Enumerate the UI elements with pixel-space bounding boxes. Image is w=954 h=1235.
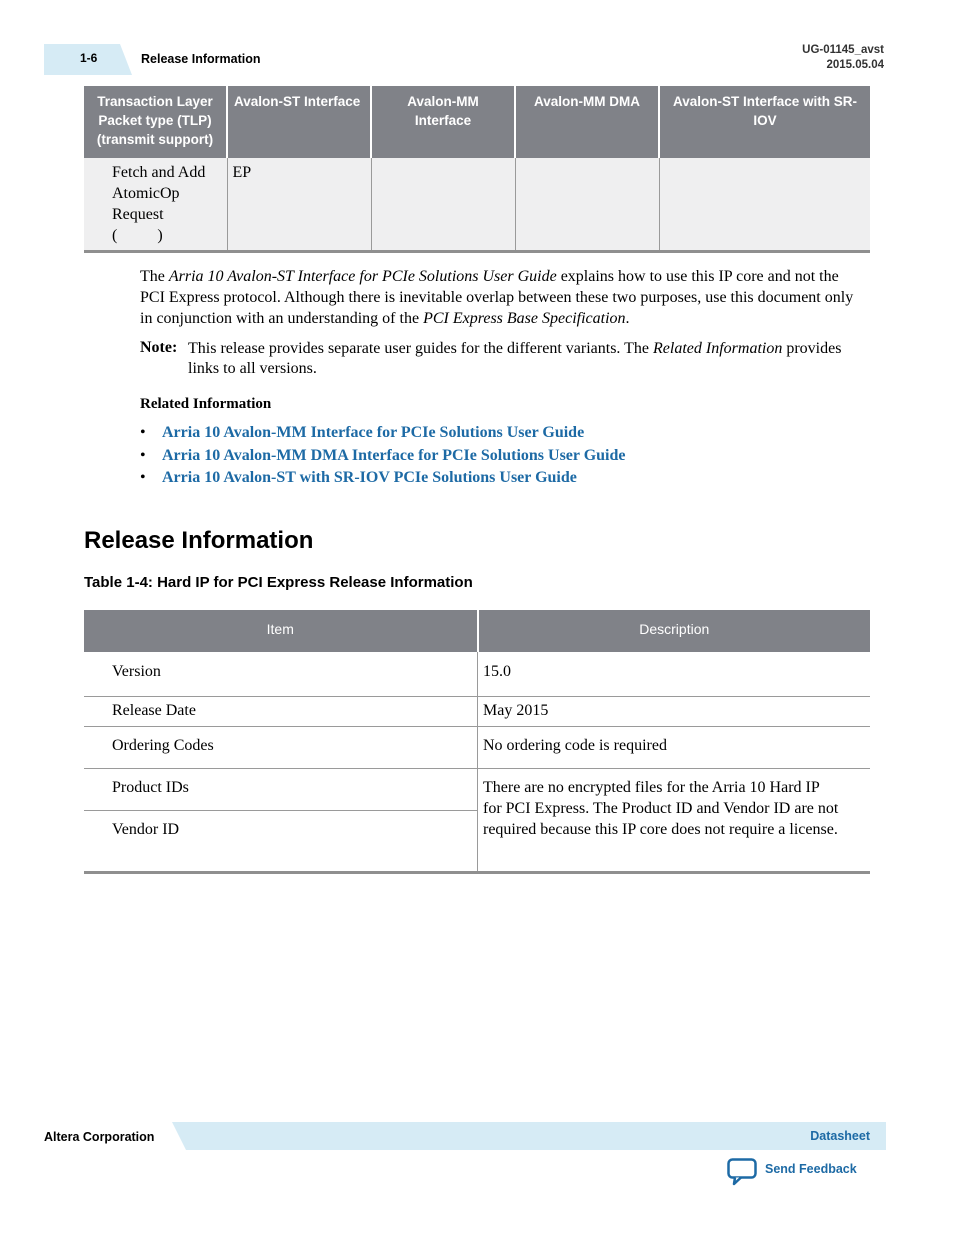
table-cell [515, 158, 659, 252]
table-row [84, 768, 870, 810]
table-header: Description [478, 610, 871, 652]
page-number: 1-6 [80, 51, 98, 65]
table-cell: Fetch and Add AtomicOp Request ( ) [84, 158, 227, 252]
table-cell: Ordering Codes [84, 726, 478, 768]
table-header: Transaction Layer Packet type (TLP) (transmit support) [84, 86, 227, 158]
table-row [84, 652, 870, 696]
related-link[interactable]: • Arria 10 Avalon-MM DMA Interface for PCIe Solutions User Guide [140, 446, 626, 464]
send-feedback-link[interactable]: Send Feedback [727, 1158, 857, 1186]
speech-bubble-icon [727, 1158, 757, 1186]
table-cell: Version [84, 652, 478, 696]
section-title: Release Information [84, 527, 314, 554]
doc-info [802, 43, 884, 73]
table-header: Item [84, 610, 478, 652]
note-text: This release provides separate user guides for the different variants. The Related Information provides links to all versions. [188, 340, 842, 377]
table-row [84, 696, 870, 726]
related-links [140, 424, 626, 492]
related-heading: Related Information [140, 396, 272, 412]
note-label: Note: [140, 339, 178, 356]
table-header: Avalon-ST Interface [227, 86, 371, 158]
table-header: Avalon-MM Interface [371, 86, 515, 158]
table-cell: Vendor ID [84, 810, 478, 872]
table-cell: EP [227, 158, 371, 252]
table-row [84, 158, 870, 252]
footer-doc-type: Datasheet [810, 1129, 870, 1143]
doc-date: 2015.05.04 [826, 59, 884, 71]
table-header: Avalon-MM DMA [515, 86, 659, 158]
related-link[interactable]: • Arria 10 Avalon-ST with SR-IOV PCIe Solutions User Guide [140, 469, 577, 486]
header-section-title: Release Information [141, 52, 261, 66]
table-cell [371, 158, 515, 252]
table-header: Avalon-ST Interface with SR-IOV [659, 86, 870, 158]
table-cell [659, 158, 870, 252]
footer-band [172, 1122, 886, 1150]
related-link[interactable]: • Arria 10 Avalon-MM Interface for PCIe Solutions User Guide [140, 424, 585, 441]
tlp-support-table [84, 86, 870, 253]
table-cell: 15.0 [483, 663, 511, 680]
table-cell: Product IDs [84, 768, 478, 810]
release-info-table [84, 610, 870, 874]
doc-id: UG-01145_avst [802, 44, 884, 56]
table-caption: Table 1-4: Hard IP for PCI Express Release Information [84, 574, 473, 591]
intro-paragraph: The Arria 10 Avalon-ST Interface for PCIe Solutions User Guide explains how to use this IP core and not the PCI Express protocol. Although there is inevitable overlap between these two purposes, use this document only in conjunction with an understanding of the PCI Express Base Specification. [140, 268, 854, 327]
footer-company: Altera Corporation [44, 1130, 155, 1144]
table-row [84, 726, 870, 768]
table-cell: No ordering code is required [483, 736, 667, 754]
table-cell: There are no encrypted files for the Arria 10 Hard IP for PCI Express. The Product ID and Vendor ID are not required because this IP core does not require a license. [483, 778, 839, 838]
table-cell: May 2015 [483, 701, 549, 719]
table-cell: Release Date [84, 696, 478, 726]
